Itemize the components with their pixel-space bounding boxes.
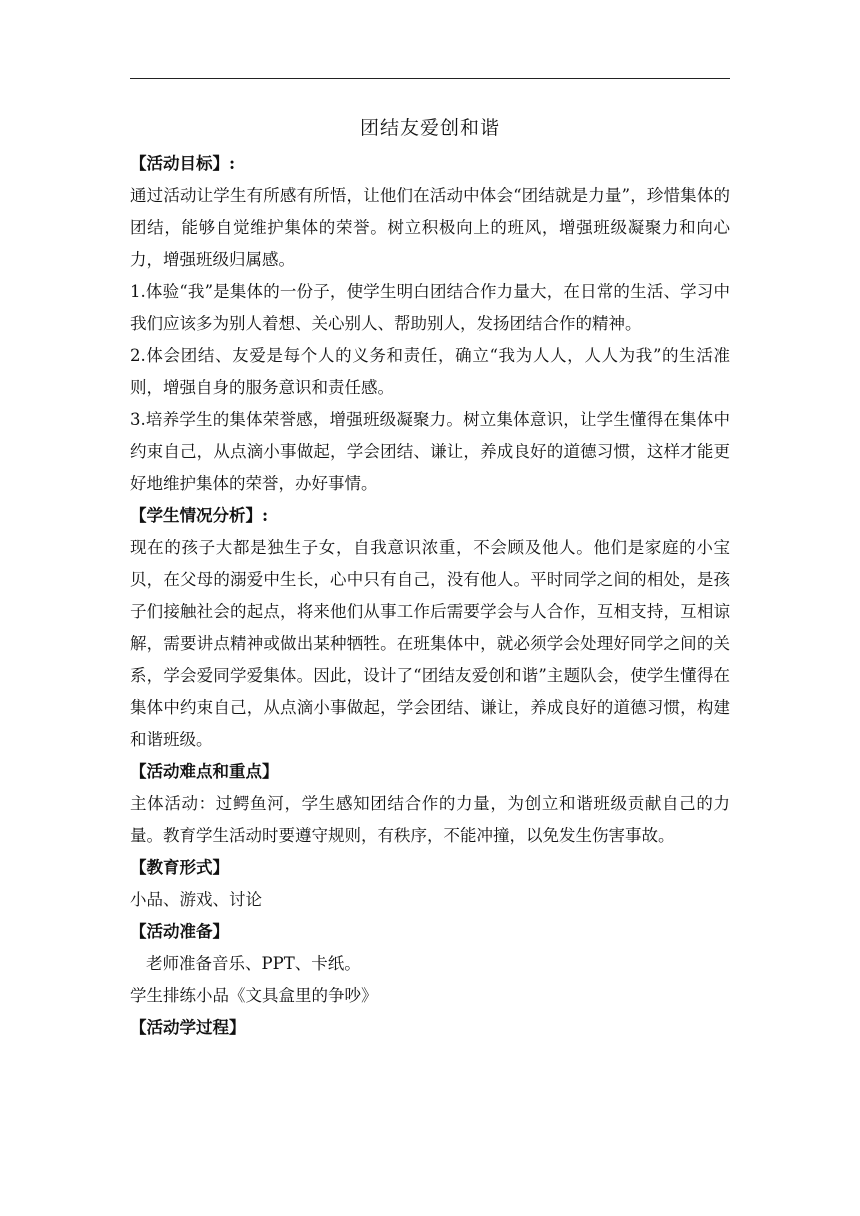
header-rule — [130, 78, 730, 79]
section-heading-education-form: 【教育形式】 — [130, 858, 229, 877]
paragraph-goals-intro: 通过活动让学生有所感有所悟，让他们在活动中体会“团结就是力量”，珍惜集体的团结，能够自觉维护集体的荣誉。树立积极向上的班风，增强班级凝聚力和向心力，增强班级归属感。 — [130, 186, 730, 269]
document-body — [130, 108, 730, 1044]
paragraph-goal-3: 3.培养学生的集体荣誉感，增强班级凝聚力。树立集体意识，让学生懂得在集体中约束自己，从点滴小事做起，学会团结、谦让，养成良好的道德习惯，这样才能更好地维护集体的荣誉，办好事情。 — [130, 410, 730, 493]
section-heading-student-analysis: 【学生情况分析】: — [130, 506, 269, 525]
paragraph-education-form: 小品、游戏、讨论 — [130, 890, 262, 909]
section-heading-key-points: 【活动难点和重点】 — [130, 762, 279, 781]
section-heading-activity-goals: 【活动目标】: — [130, 154, 236, 173]
section-heading-activity-process: 【活动学过程】 — [130, 1018, 246, 1037]
paragraph-teacher-preparation: 老师准备音乐、PPT、卡纸。 — [146, 954, 361, 973]
paragraph-goal-2: 2.体会团结、友爱是每个人的义务和责任，确立“我为人人，人人为我”的生活准则，增强自身的服务意识和责任感。 — [130, 346, 730, 397]
document-title: 团结友爱创和谐 — [359, 117, 500, 139]
section-heading-preparation: 【活动准备】 — [130, 922, 229, 941]
paragraph-student-preparation: 学生排练小品《文具盒里的争吵》 — [130, 986, 378, 1005]
paragraph-key-points: 主体活动：过鳄鱼河，学生感知团结合作的力量，为创立和谐班级贡献自己的力量。教育学生活动时要遵守规则，有秩序，不能冲撞，以免发生伤害事故。 — [130, 794, 730, 845]
paragraph-student-analysis: 现在的孩子大都是独生子女，自我意识浓重，不会顾及他人。他们是家庭的小宝贝，在父母的溺爱中生长，心中只有自己，没有他人。平时同学之间的相处，是孩子们接触社会的起点，将来他们从事工作后需要学会与人合作，互相支持，互相谅解，需要讲点精神或做出某种牺牲。在班集体中，就必须学会处理好同学之间的关系，学会爱同学爱集体。因此，设计了“团结友爱创和谐”主题队会，使学生懂得在集体中约束自己，从点滴小事做起，学会团结、谦让，养成良好的道德习惯，构建和谐班级。 — [130, 538, 730, 749]
paragraph-goal-1: 1.体验“我”是集体的一份子，使学生明白团结合作力量大，在日常的生活、学习中我们应该多为别人着想、关心别人、帮助别人，发扬团结合作的精神。 — [130, 282, 730, 333]
